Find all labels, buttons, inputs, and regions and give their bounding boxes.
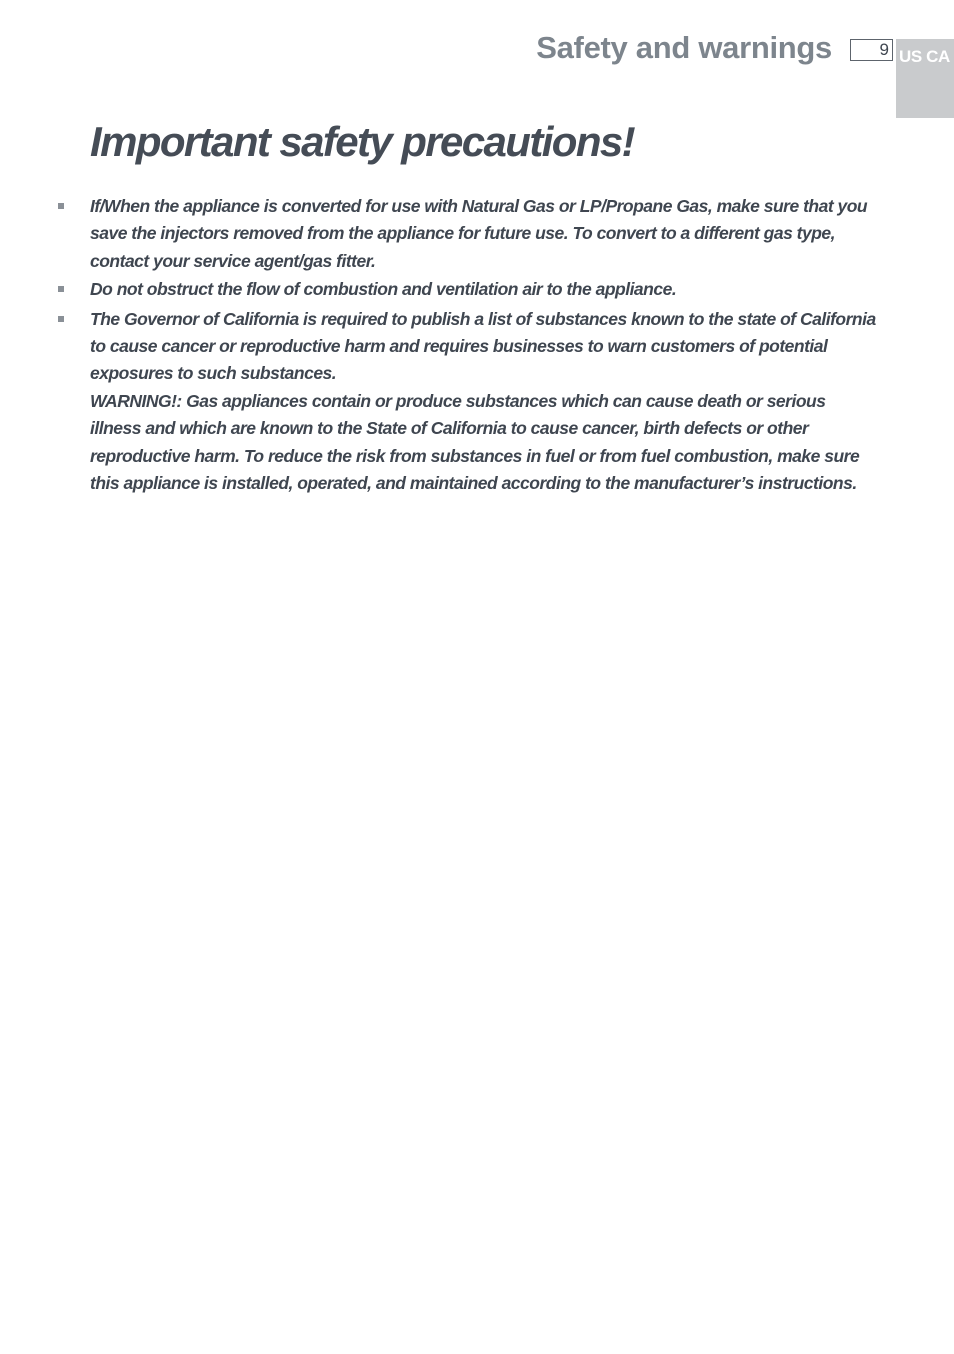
page-heading: Important safety precautions! [90,118,635,165]
square-bullet-icon [58,316,64,322]
square-bullet-icon [58,203,64,209]
region-tab [896,39,954,118]
square-bullet-icon [58,286,64,292]
list-item-text: The Governor of California is required to publish a list of substances known to the state of California to cause cancer or reproductive harm and requires businesses to warn customers of potential exposures to such substances. [90,308,876,384]
list-item-text: If/When the appliance is converted for use with Natural Gas or LP/Propane Gas, make sure that you save the injectors removed from the appliance for future use. To convert to a different gas type, contact your service agent/gas fitter. [90,196,868,271]
list-item [90,306,880,498]
list-item [90,276,880,303]
warning-text: WARNING!: Gas appliances contain or produce substances which can cause death or serious illness and which are known to the State of California to cause cancer, birth defects or other reproductive harm. To reduce the risk from substances in fuel or from fuel combustion, make sure this appliance is installed, operated, and maintained according to the manufacturer’s instructions. [90,390,860,494]
list-item [90,193,880,275]
page-number: 9 [850,39,893,61]
safety-precautions-list [0,193,954,498]
list-item-text: Do not obstruct the flow of combustion and ventilation air to the appliance. [90,279,677,300]
section-title: Safety and warnings [536,30,832,65]
region-label: US CA [899,47,950,66]
